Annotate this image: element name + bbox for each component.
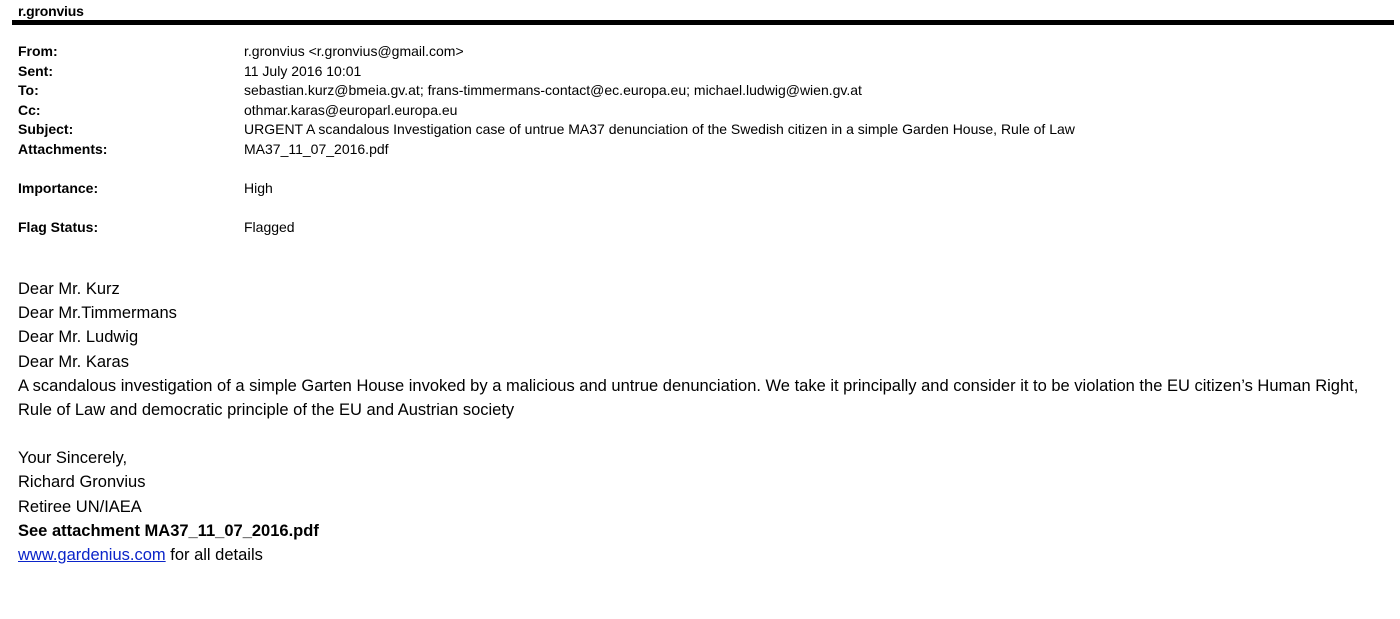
header-cc: [18, 101, 1388, 121]
greeting-line: Dear Mr.Timmermans: [18, 304, 177, 323]
header-label: Importance:: [18, 180, 99, 197]
header-flag-status: [18, 218, 1388, 238]
header-value: 11 July 2016 10:01: [244, 62, 362, 79]
closing-line: Your Sincerely,: [18, 449, 128, 468]
sender-title: r.gronvius: [18, 3, 84, 19]
greeting-line: Dear Mr. Ludwig: [18, 328, 139, 347]
header-value: High: [244, 180, 273, 197]
header-to: [18, 81, 1388, 101]
header-value: r.gronvius <r.gronvius@gmail.com>: [244, 43, 464, 59]
header-label: Subject:: [18, 121, 74, 138]
header-label: Attachments:: [18, 140, 108, 157]
header-value: Flagged: [244, 219, 295, 236]
header-label: From:: [18, 43, 58, 59]
website-link[interactable]: www.gardenius.com: [18, 546, 166, 565]
signature-block: [18, 446, 1388, 567]
header-value: othmar.karas@europarl.europa.eu: [244, 101, 458, 118]
header-label: Sent:: [18, 62, 53, 79]
header-subject: [18, 120, 1388, 140]
header-attachments: [18, 140, 1388, 160]
header-from: [18, 42, 1388, 62]
header-value: sebastian.kurz@bmeia.gv.at; frans-timmermans-contact@ec.europa.eu; michael.ludwig@wien.gv.at: [244, 82, 862, 99]
email-body: [18, 277, 1388, 567]
header-label: Flag Status:: [18, 219, 99, 236]
website-line: [18, 543, 1388, 567]
header-label: Cc:: [18, 101, 41, 118]
website-suffix: for all details: [165, 546, 263, 565]
signer-title: Retiree UN/IAEA: [18, 497, 142, 516]
attachment-note: See attachment MA37_11_07_2016.pdf: [18, 521, 319, 540]
header-importance: [18, 179, 1388, 199]
header-divider: [12, 20, 1394, 25]
greeting-line: Dear Mr. Kurz: [18, 280, 120, 298]
greeting-line: Dear Mr. Karas: [18, 352, 129, 371]
attachment-filename[interactable]: MA37_11_07_2016.pdf: [244, 140, 389, 157]
email-headers: [18, 42, 1388, 238]
header-value: URGENT A scandalous Investigation case of untrue MA37 denunciation of the Swedish citizen in a simple Garden House, Rule of Law: [244, 121, 1075, 138]
body-paragraph: A scandalous investigation of a simple Garten House invoked by a malicious and untrue denunciation. We take it principally and consider it to be violation the EU citizen’s Human Right, Rule of Law and democratic principle of the EU and Austrian society: [18, 376, 1359, 420]
header-label: To:: [18, 82, 39, 99]
header-sent: [18, 62, 1388, 82]
signer-name: Richard Gronvius: [18, 473, 146, 492]
